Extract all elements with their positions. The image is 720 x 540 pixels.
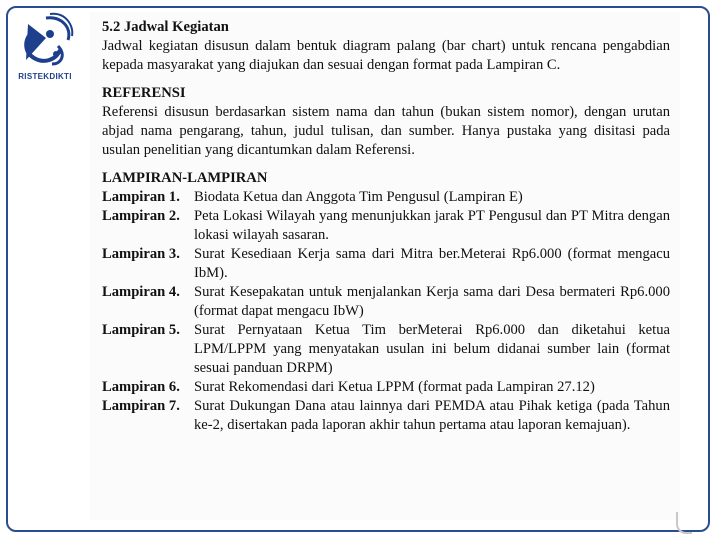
- section-heading-jadwal: 5.2 Jadwal Kegiatan: [102, 19, 229, 35]
- lampiran-text: Surat Kesepakatan untuk menjalankan Kerja sama dari Desa bermateri Rp6.000 (format dapat mengacu IbW): [194, 284, 670, 319]
- lampiran-label: Lampiran 3.: [102, 246, 180, 262]
- lampiran-label: Lampiran 2.: [102, 208, 180, 224]
- lampiran-text: Peta Lokasi Wilayah yang menunjukkan jarak PT Pengusul dan PT Mitra dengan lokasi wilayah sasaran.: [194, 208, 670, 243]
- lampiran-label: Lampiran 1.: [102, 189, 180, 205]
- lampiran-item: [102, 207, 670, 245]
- section-body-referensi: Referensi disusun berdasarkan sistem nama dan tahun (bukan sistem nomor), dengan urutan abjad nama pengarang, tahun, judul tulisan, dan sumber. Hanya pustaka yang disitasi pada usulan penelitian yang dicantumkan dalam Referensi.: [102, 104, 670, 158]
- section-heading-lampiran: LAMPIRAN-LAMPIRAN: [102, 170, 268, 186]
- lampiran-label: Lampiran 6.: [102, 379, 180, 395]
- lampiran-item: [102, 283, 670, 321]
- lampiran-item: [102, 321, 670, 378]
- lampiran-label: Lampiran 5.: [102, 322, 180, 338]
- document-page: [90, 12, 680, 520]
- page-curl-decoration: [676, 512, 692, 534]
- lampiran-text: Surat Kesediaan Kerja sama dari Mitra ber.Meterai Rp6.000 (format mengacu IbM).: [194, 246, 670, 281]
- ristekdikti-logo: [12, 10, 78, 84]
- lampiran-item: [102, 188, 670, 207]
- lampiran-item: [102, 397, 670, 435]
- lampiran-text: Surat Pernyataan Ketua Tim berMeterai Rp6.000 dan diketahui ketua LPM/LPPM yang menyatakan usulan ini belum didanai sumber lain (format sesuai panduan DRPM): [194, 322, 670, 376]
- section-body-jadwal: Jadwal kegiatan disusun dalam bentuk diagram palang (bar chart) untuk rencana pengabdian kepada masyarakat yang diajukan dan sesuai dengan format pada Lampiran C.: [102, 38, 670, 73]
- lampiran-label: Lampiran 4.: [102, 284, 180, 300]
- lampiran-text: Surat Dukungan Dana atau lainnya dari PEMDA atau Pihak ketiga (pada Tahun ke-2, disertakan pada laporan akhir tahun pertama atau laporan kemajuan).: [194, 398, 670, 433]
- ristekdikti-logo-icon: [16, 10, 76, 70]
- lampiran-label: Lampiran 7.: [102, 398, 180, 414]
- section-heading-referensi: REFERENSI: [102, 85, 186, 101]
- lampiran-item: [102, 245, 670, 283]
- lampiran-text: Surat Rekomendasi dari Ketua LPPM (format pada Lampiran 27.12): [194, 379, 595, 395]
- lampiran-text: Biodata Ketua dan Anggota Tim Pengusul (Lampiran E): [194, 189, 523, 205]
- logo-text: RISTEKDIKTI: [18, 72, 72, 81]
- lampiran-item: [102, 378, 670, 397]
